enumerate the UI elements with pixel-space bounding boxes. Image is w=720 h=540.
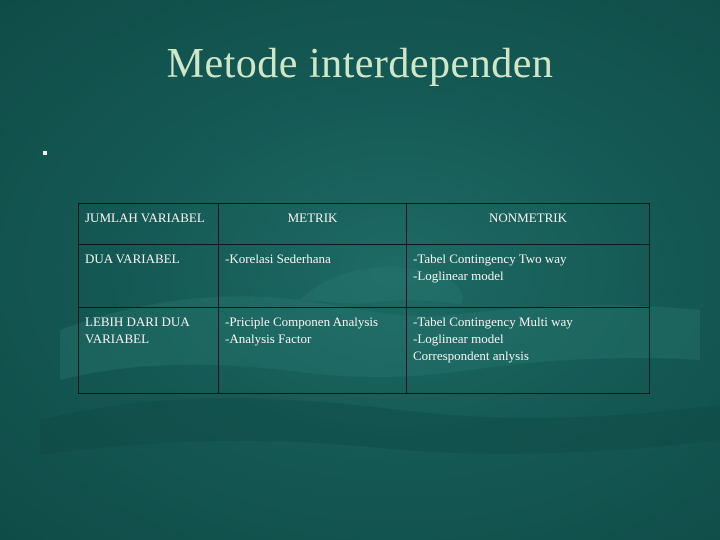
bullet-marker (43, 151, 47, 155)
data-table (78, 203, 650, 394)
header-jumlah-variabel: JUMLAH VARIABEL (79, 204, 219, 245)
header-nonmetrik: NONMETRIK (407, 204, 650, 245)
table-row (79, 307, 650, 393)
table-cell: -Priciple Componen Analysis -Analysis Factor (219, 307, 407, 393)
header-metrik: METRIK (219, 204, 407, 245)
table-cell: -Tabel Contingency Two way -Loglinear model (407, 245, 650, 307)
table-cell: DUA VARIABEL (79, 245, 219, 307)
table-cell: LEBIH DARI DUA VARIABEL (79, 307, 219, 393)
slide-title: Metode interdependen (166, 41, 554, 87)
table-row (79, 245, 650, 307)
table-header-row (79, 204, 650, 245)
table-cell: -Korelasi Sederhana (219, 245, 407, 307)
table-cell: -Tabel Contingency Multi way -Loglinear model Correspondent anlysis (407, 307, 650, 393)
